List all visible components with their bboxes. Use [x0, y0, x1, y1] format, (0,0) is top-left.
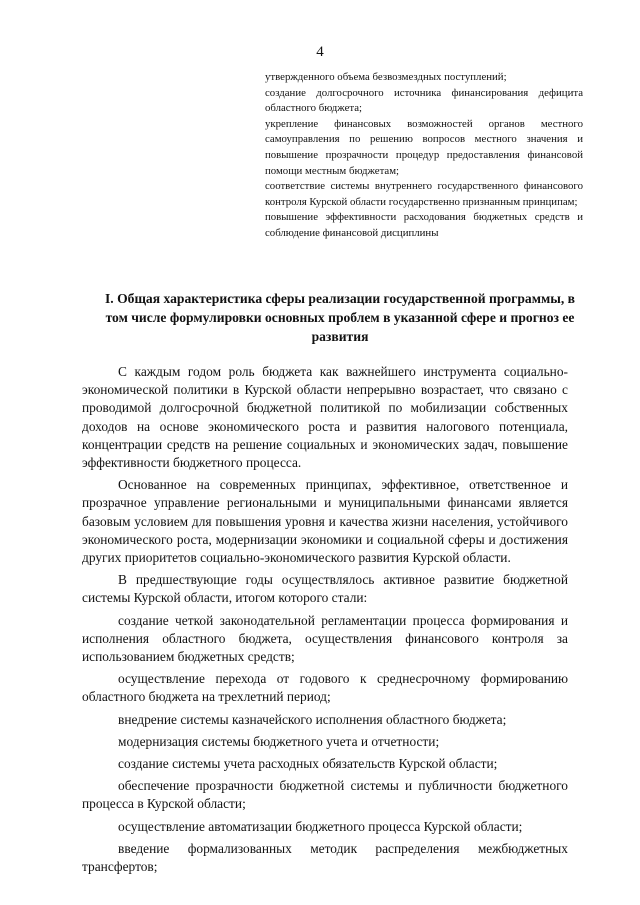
paragraph: введение формализованных методик распределения межбюджетных трансфертов; [82, 840, 568, 875]
goals-list [265, 70, 583, 242]
list-item: соответствие системы внутреннего государственного финансового контроля Курской области государственно признанным принципам; [265, 180, 583, 208]
section-heading: I. Общая характеристика сферы реализации государственной программы, в том числе формулировки основных проблем в указанной сфере и прогноз ее развития [105, 291, 575, 344]
page-number: 4 [316, 44, 324, 60]
paragraph: создание четкой законодательной регламентации процесса формирования и исполнения областного бюджета, осуществления финансового контроля за использованием бюджетных средств; [82, 612, 568, 665]
paragraph: внедрение системы казначейского исполнения областного бюджета; [118, 711, 507, 727]
paragraph: осуществление перехода от годового к среднесрочному формированию областного бюджета на трехлетний период; [82, 671, 568, 705]
paragraph: С каждым годом роль бюджета как важнейшего инструмента социально-экономической политики в Курской области непрерывно возрастает, что связано с проводимой долгосрочной бюджетной политикой по мобилизации собственных доходов на основе экономического роста и развития налогового потенциала, концентрации средств на решение социальных и экономических задач, повышение эффективности бюджетного процесса. [82, 364, 568, 471]
list-item: укрепление финансовых возможностей органов местного самоуправления по решению вопросов местного значения и повышение прозрачности процедур предоставления финансовой помощи местным бюджетам; [265, 117, 583, 177]
list-item: утвержденного объема безвозмездных поступлений; [265, 71, 507, 83]
paragraph: обеспечение прозрачности бюджетной системы и публичности бюджетного процесса в Курской области; [82, 778, 568, 812]
paragraph: осуществление автоматизации бюджетного процесса Курской области; [118, 818, 523, 834]
paragraph: модернизация системы бюджетного учета и отчетности; [118, 733, 440, 749]
body-text [82, 363, 568, 876]
list-item: повышение эффективности расходования бюджетных средств и соблюдение финансовой дисциплины [265, 211, 583, 239]
paragraph: Основанное на современных принципах, эффективное, ответственное и прозрачное управление региональными и муниципальными финансами является базовым условием для повышения уровня и качества жизни населения, устойчивого экономического роста, модернизации экономики и социальной сферы и достижения других приоритетов социально-экономического развития Курской области. [82, 477, 568, 566]
list-item: создание долгосрочного источника финансирования дефицита областного бюджета; [265, 86, 583, 115]
paragraph: создание системы учета расходных обязательств Курской области; [118, 756, 498, 772]
paragraph: В предшествующие годы осуществлялось активное развитие бюджетной системы Курской области, итогом которого стали: [82, 572, 568, 606]
